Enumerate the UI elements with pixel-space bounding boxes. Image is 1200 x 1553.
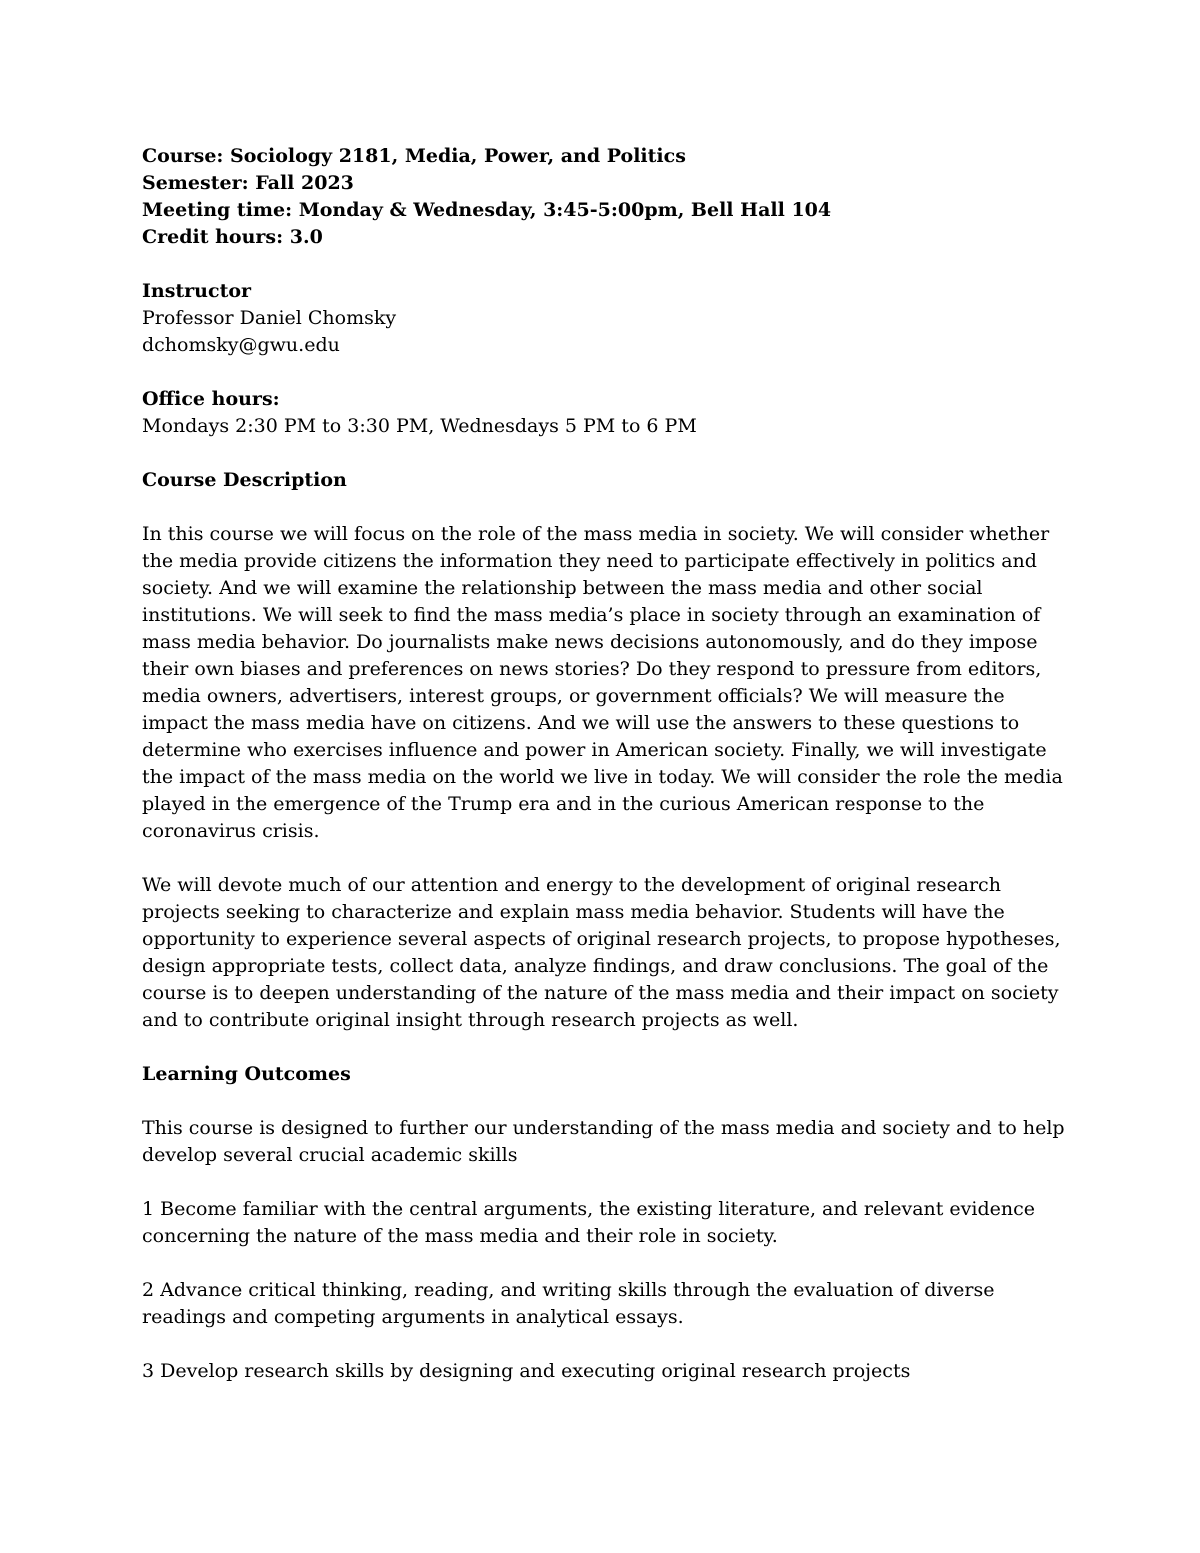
spacer xyxy=(142,251,1072,278)
spacer xyxy=(142,1331,1072,1358)
spacer xyxy=(142,494,1072,521)
course-description-heading: Course Description xyxy=(142,469,347,491)
document-content xyxy=(142,143,1072,1385)
credit-hours-line: Credit hours: 3.0 xyxy=(142,226,323,248)
spacer xyxy=(142,1088,1072,1115)
course-description-section xyxy=(142,467,1072,1034)
spacer xyxy=(142,1034,1072,1061)
instructor-section xyxy=(142,278,1072,359)
course-info-block xyxy=(142,143,1072,251)
office-hours-heading: Office hours: xyxy=(142,388,280,410)
spacer xyxy=(142,845,1072,872)
spacer xyxy=(142,1169,1072,1196)
office-hours-section xyxy=(142,386,1072,440)
spacer xyxy=(142,440,1072,467)
instructor-email: dchomsky@gwu.edu xyxy=(142,334,340,356)
spacer xyxy=(142,1250,1072,1277)
semester-line: Semester: Fall 2023 xyxy=(142,172,354,194)
meeting-time-line: Meeting time: Monday & Wednesday, 3:45-5:00pm, Bell Hall 104 xyxy=(142,199,832,221)
learning-outcomes-intro: This course is designed to further our understanding of the mass media and society and to help develop several crucial academic skills xyxy=(142,1117,1065,1166)
learning-outcome-item: 2 Advance critical thinking, reading, and writing skills through the evaluation of diverse readings and competing arguments in analytical essays. xyxy=(142,1279,995,1328)
learning-outcomes-section xyxy=(142,1061,1072,1385)
course-description-paragraph-2: We will devote much of our attention and energy to the development of original research projects seeking to characterize and explain mass media behavior. Students will have the opportunity to experience several aspects of original research projects, to propose hypotheses, design appropriate tests, collect data, analyze findings, and draw conclusions. The goal of the course is to deepen understanding of the nature of the mass media and their impact on society and to contribute original insight through research projects as well. xyxy=(142,874,1061,1031)
course-description-paragraph-1: In this course we will focus on the role of the mass media in society. We will consider whether the media provide citizens the information they need to participate effectively in politics and society. And we will examine the relationship between the mass media and other social institutions. We will seek to find the mass media’s place in society through an examination of mass media behavior. Do journalists make news decisions autonomously, and do they impose their own biases and preferences on news stories? Do they respond to pressure from editors, media owners, advertisers, interest groups, or government officials? We will measure the impact the mass media have on citizens. And we will use the answers to these questions to determine who exercises influence and power in American society. Finally, we will investigate the impact of the mass media on the world we live in today. We will consider the role the media played in the emergence of the Trump era and in the curious American response to the coronavirus crisis. xyxy=(142,523,1063,842)
learning-outcome-item: 1 Become familiar with the central arguments, the existing literature, and relevant evidence concerning the nature of the mass media and their role in society. xyxy=(142,1198,1036,1247)
office-hours-text: Mondays 2:30 PM to 3:30 PM, Wednesdays 5 PM to 6 PM xyxy=(142,415,697,437)
instructor-heading: Instructor xyxy=(142,280,252,302)
learning-outcome-item: 3 Develop research skills by designing and executing original research projects xyxy=(142,1360,911,1382)
spacer xyxy=(142,359,1072,386)
learning-outcomes-heading: Learning Outcomes xyxy=(142,1063,351,1085)
course-title: Course: Sociology 2181, Media, Power, and Politics xyxy=(142,145,686,167)
instructor-name: Professor Daniel Chomsky xyxy=(142,307,397,329)
